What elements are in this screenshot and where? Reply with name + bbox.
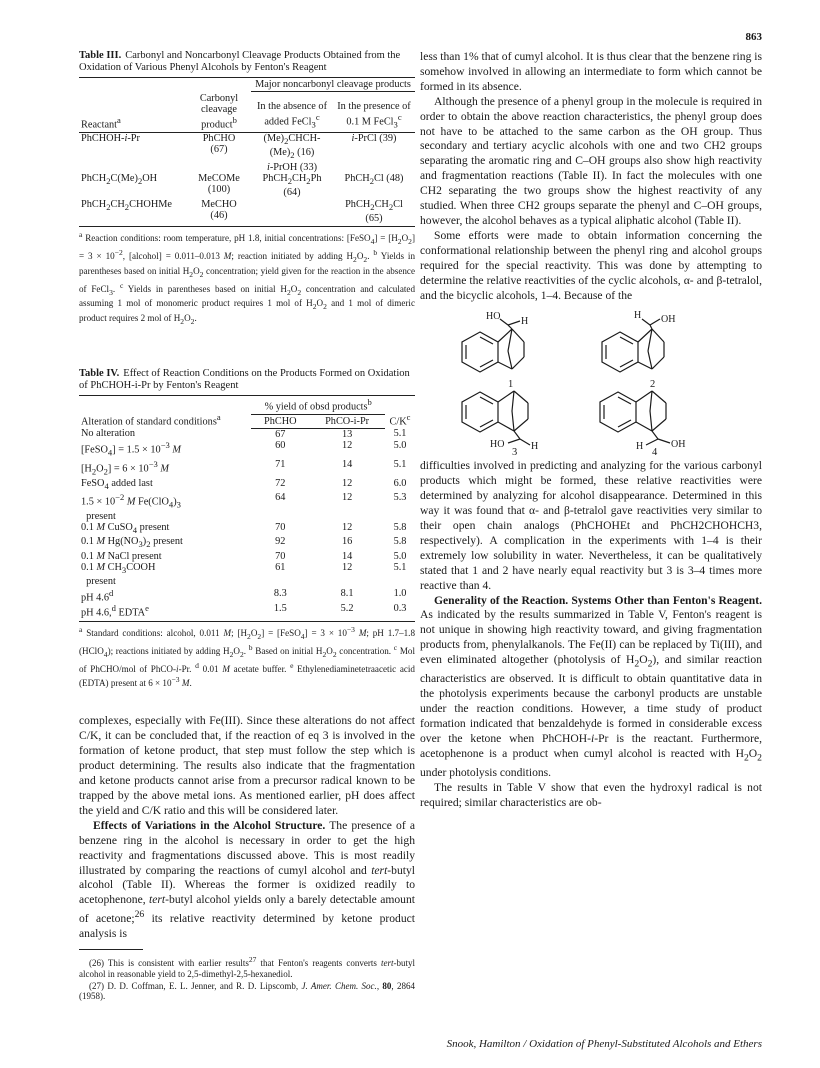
structure-3: [462, 391, 530, 445]
table-row: [79, 603, 415, 621]
table-cell: 5.8: [393, 522, 407, 534]
table-cell: 6.0: [393, 477, 407, 489]
table-cell: 71: [275, 458, 286, 470]
table-row: [79, 522, 415, 536]
table-cell: 8.1: [340, 587, 354, 599]
structure-2: [602, 319, 664, 372]
table-cell: 16: [341, 536, 353, 548]
table-cell: 70: [275, 522, 286, 534]
page-number: 863: [745, 31, 762, 43]
table-cell: pH 4.6$^d$: [81, 587, 114, 604]
struct-label: H: [634, 310, 642, 322]
reference: (26) This is consistent with earlier results$^{27}$ that Fenton's reagents converts tert-butyl alcohol in reasonable yield to 2,5-dimethyl-2,5-hexanediol.: [79, 954, 415, 979]
table-row: [79, 588, 415, 604]
table-cell: 5.3: [393, 491, 407, 503]
table-cell: 5.2: [309, 603, 385, 621]
table-cell: $PhCH_2CH_2CHOHMe$: [79, 199, 187, 227]
table-cell: $PhCH_2CH_2Cl$ (65): [333, 199, 415, 227]
struct-label: OH: [671, 439, 686, 451]
struct-label: H: [636, 441, 644, 453]
table3-col-presence: In the presence of 0.1 M FeCl$_3^c$: [333, 92, 415, 133]
paragraph: Generality of the Reaction. Systems Other than Fenton's Reagent. As indicated by the results summarized in Table V, Fenton's reagent is not unique in showing high reactivity toward, and giving fragmentation products from, phenylalkanols. The Fe(II) can be replaced by Ti(III), and even eliminated altogether (photolysis of $H_2O_2$), and similar reaction characteristics are observed. It is difficult to obtain quantitative data in the photolysis experiments because the carbonyl products are unstable under the reaction conditions. However, a time study of product formation indicated that benzaldehyde is formed in considerable excess over the ketone when PhCHOH-i-Pr is the reactant. Furthermore, acetophenone is a product when cumyl alcohol is reacted with $H_2O_2$ under photolysis conditions.: [420, 593, 762, 780]
table-cell: 12: [341, 440, 353, 452]
table-cell: $PhCH_2C(Me)_2OH$: [81, 173, 158, 187]
compound-number: 4: [652, 447, 658, 456]
table3-header-group: Major noncarbonyl cleavage products: [251, 78, 415, 92]
table-cell: 0.1 M NaCl present: [81, 550, 162, 562]
table4-col-yield: % yield of obsd products$^b$: [251, 395, 385, 414]
table4-footnote: $^a$ Standard conditions: alcohol, 0.011 M; $[H_2O_2]$ = [FeSO$_4$] = $3 \times 10^{-3}$ M; pH 1.7–1.8 (HClO$_4$); reactions initiated by adding $H_2O_2$. $^b$ Based on initial $H_2O_2$ concentration. $^c$ Mol of PhCHO/mol of PhCO-i-Pr. $^d$ 0.01 M acetate buffer. $^e$ Ethylenediaminetetraacetic acid (EDTA) present at $6 \times 10^{-3}$ M.: [79, 625, 415, 688]
table-row: [79, 459, 415, 478]
table-row: [79, 428, 415, 440]
table-row: [79, 492, 415, 522]
table-row: [79, 199, 415, 227]
table-cell: 5.0: [393, 550, 407, 562]
page-footer: Snook, Hamilton / Oxidation of Phenyl-Substituted Alcohols and Ethers: [446, 1038, 762, 1050]
table-cell: 14: [341, 458, 353, 470]
table-row: [79, 440, 415, 459]
table-cell: 60: [275, 440, 286, 452]
table-cell: 14: [341, 550, 353, 562]
table3-col-absence: In the absence of added FeCl$_3^c$: [251, 92, 333, 133]
right-column: [420, 50, 762, 811]
table-cell: 1.5: [251, 603, 309, 621]
table-cell: 12: [341, 477, 353, 489]
table-cell: 5.0: [393, 440, 407, 452]
table-cell: 13: [341, 428, 353, 440]
table-cell: 5.1: [393, 428, 407, 440]
table3: [79, 77, 415, 227]
divider: [79, 949, 143, 950]
section-heading: Effects of Variations in the Alcohol Structure.: [93, 818, 326, 832]
table-cell: 5.1: [393, 458, 407, 470]
right-body-text-top: [420, 50, 762, 303]
table-cell: $PhCH_2CH_2Ph$ (64): [262, 173, 322, 199]
paragraph: The results in Table V show that even the hydroxyl radical is not required; similar characteristics are ob-: [420, 781, 762, 809]
table-cell: 12: [341, 562, 353, 574]
table3-col-carbonyl: Carbonyl cleavage product$^b$: [187, 92, 251, 133]
table3-caption: Table III. Carbonyl and Noncarbonyl Cleavage Products Obtained from the Oxidation of Various Phenyl Alcohols by Fenton's Reagent: [79, 50, 401, 73]
table3-label: Table III.: [79, 50, 122, 61]
struct-label: HO: [486, 311, 501, 323]
table-cell: $[H_2O_2] = 6 \times 10^{-3}$ M: [81, 458, 169, 477]
table4-col-phcho: PhCHO: [251, 414, 309, 428]
table4-col-phco: PhCO-i-Pr: [309, 414, 385, 428]
table-cell: PhCHO (67): [202, 133, 236, 156]
table-cell: pH 4.6,$^d$ EDTA$^e$: [79, 603, 251, 621]
table-cell: 0.3: [385, 603, 415, 621]
struct-label: H: [521, 316, 529, 328]
right-body-text-bottom: [420, 459, 762, 810]
table-row: [79, 536, 415, 550]
left-column: [79, 50, 415, 1003]
table-cell: MeCHO (46): [187, 199, 251, 227]
paragraph: less than 1% that of cumyl alcohol. It is thus clear that the benzene ring is somehow involved in allowing an intermediate to form which cannot be formed in its absence.: [420, 50, 762, 93]
table-cell: 0.1 M $CH_3COOH$ present: [81, 562, 156, 588]
table-cell: 5.1: [393, 562, 407, 574]
table3-col-reactant: Reactant$^a$: [79, 92, 187, 133]
paragraph: complexes, especially with Fe(III). Since these alterations do not affect C/K, it can be concluded that, if the reaction of eq 3 is involved in the formation of ketone product, that step must follow the step which is product determining. The results also indicate that the fragmentation and ketone products cannot arise from a precursor radical known to be trapped by the above metal ions. As mentioned earlier, pH does affect the yield and C/K ratio and this will be considered later.: [79, 714, 415, 817]
table-cell: 0.1 M CuSO$_4$ present: [81, 522, 170, 536]
table-cell: MeCOMe (100): [198, 173, 240, 196]
compound-number: 3: [512, 447, 518, 456]
struct-label: H: [531, 441, 539, 453]
table-cell: $(Me)_2CHCH-$ $(Me)_2$ (16) i-PrOH (33): [263, 133, 321, 173]
table4: [79, 395, 415, 622]
paragraph: Some efforts were made to obtain information concerning the conformational relationship between the phenyl ring and alcohol groups required for the special reactivity. This was done by attempting to determine the relative reactivities of the cyclic alcohols, α- and β-tetralol, and the bicyclic alcohols, 1–4. Because of the: [420, 228, 762, 302]
compound-number: 1: [508, 379, 514, 391]
chemical-structures: [420, 307, 762, 455]
table-cell: i-PrCl (39): [351, 133, 397, 145]
table-cell: FeSO$_4$ added last: [81, 477, 153, 491]
table4-col-ck: $C/K^c$: [385, 395, 415, 428]
structure-4: [600, 391, 670, 445]
table-row: [79, 551, 415, 562]
table-cell: 92: [275, 536, 286, 548]
paragraph: Although the presence of a phenyl group in the molecule is required in order to obtain the above reaction characteristics, the phenyl group does not have to be attached to the same carbon as the OH group. Thus secondary and tertiary acyclic alcohols with one and two CH2 groups separating the aromatic ring and C–OH groups also show high reactivity and fragmentation reactions (Table II). In fact the molecules with one CH2 separating the two groups show the highest reactivity of any studied. When three CH2 groups separate the phenyl and C–OH groups, however, the alcohol behaves as a typical aliphatic alcohol (Table II).: [420, 94, 762, 227]
compound-number: 2: [650, 379, 656, 391]
reference: (27) D. D. Coffman, E. L. Jenner, and R. D. Lipscomb, J. Amer. Chem. Soc., 80, 2864 (1958).: [79, 980, 415, 1002]
table3-footnote: $^a$ Reaction conditions: room temperature, pH 1.8, initial concentrations: [FeSO$_4$] = $[H_2O_2] = 3 \times 10^{-2}$, [alcohol] = 0.011–0.013 M; reaction initiated by adding $H_2O_2$. $^b$ Yields in parentheses based on initial $H_2O_2$ concentration; yield given for the reaction in the absence of FeCl$_3$. $^c$ Yields in parentheses based on initial $H_2O_2$ concentration and calculated assuming 1 mol of monomeric product requires 1 mol of $H_2O_2$ and 1 mol of dimeric product requires 2 mol of $H_2O_2$.: [79, 230, 416, 326]
table-cell: 72: [275, 477, 286, 489]
table-row: [79, 133, 415, 173]
references: [79, 955, 415, 1002]
table-cell: No alteration: [81, 428, 136, 440]
struct-label: HO: [490, 439, 505, 451]
table-cell: 64: [275, 491, 286, 503]
left-body-text: [79, 714, 415, 941]
table-cell: 12: [341, 491, 353, 503]
table-cell: [FeSO$_4$] = $1.5 \times 10^{-3}$ M: [81, 440, 181, 458]
table-row: [79, 562, 415, 588]
paragraph: difficulties involved in predicting and analyzing for the various carbonyl products which might be formed, these relative reactivities were determined by analyzing for alcohol disappearance. Determined in this way it was found that α- and β-tetralol gave reactivities very similar to their open chain analogs (PhCHOHEt and PhCH2CHOHCH3, respectively). A complication in the experiments with 1–4 is their extremely low solubility in water. Nevertheless, it can be qualitatively stated that 1 and 2 have nearly equal reactivity but 3 is 3–4 times more reactive than 4.: [420, 459, 762, 592]
table-row: [79, 173, 415, 199]
table-cell: 1.0: [393, 587, 407, 599]
table-cell: 5.8: [393, 536, 407, 548]
table4-caption: Table IV. Effect of Reaction Conditions on the Products Formed on Oxidation of PhCHOH-i-Pr by Fenton's Reagent: [79, 367, 410, 391]
table-row: [79, 478, 415, 492]
table-cell: 70: [275, 550, 286, 562]
table-cell: $1.5 \times 10^{-2}$ M $Fe(ClO_4)_3$ present: [81, 491, 181, 522]
structure-1: [462, 319, 524, 372]
table-cell: 12: [341, 522, 353, 534]
struct-label: OH: [661, 314, 676, 326]
table-cell: PhCHOH-i-Pr: [81, 133, 140, 145]
table-cell: 67: [275, 428, 286, 440]
table-cell: 61: [275, 562, 286, 574]
structures-figure: [420, 307, 762, 455]
table4-col-alteration: Alteration of standard conditions$^a$: [79, 395, 251, 428]
table-cell: 0.1 M $Hg(NO_3)_2$ present: [81, 536, 183, 550]
paragraph: Effects of Variations in the Alcohol Structure. The presence of a benzene ring in the alcohol is necessary in order to get the high reactivity and fragmentations discussed above. This is most readily illustrated by comparing the reactions of cumyl alcohol and tert-butyl alcohol (Table II). Whereas the former is oxidized readily to acetophenone, tert-butyl alcohol yields only a barely detectable amount of acetone;$^{26}$ its relative reactivity determined by ketone product analysis is: [79, 818, 415, 941]
table4-label: Table IV.: [79, 367, 120, 379]
table-cell: [251, 199, 333, 227]
table-cell: 8.3: [273, 587, 287, 599]
section-heading: Generality of the Reaction. Systems Other than Fenton's Reagent.: [434, 593, 762, 607]
table-cell: PhCH$_2$Cl (48): [344, 173, 404, 187]
